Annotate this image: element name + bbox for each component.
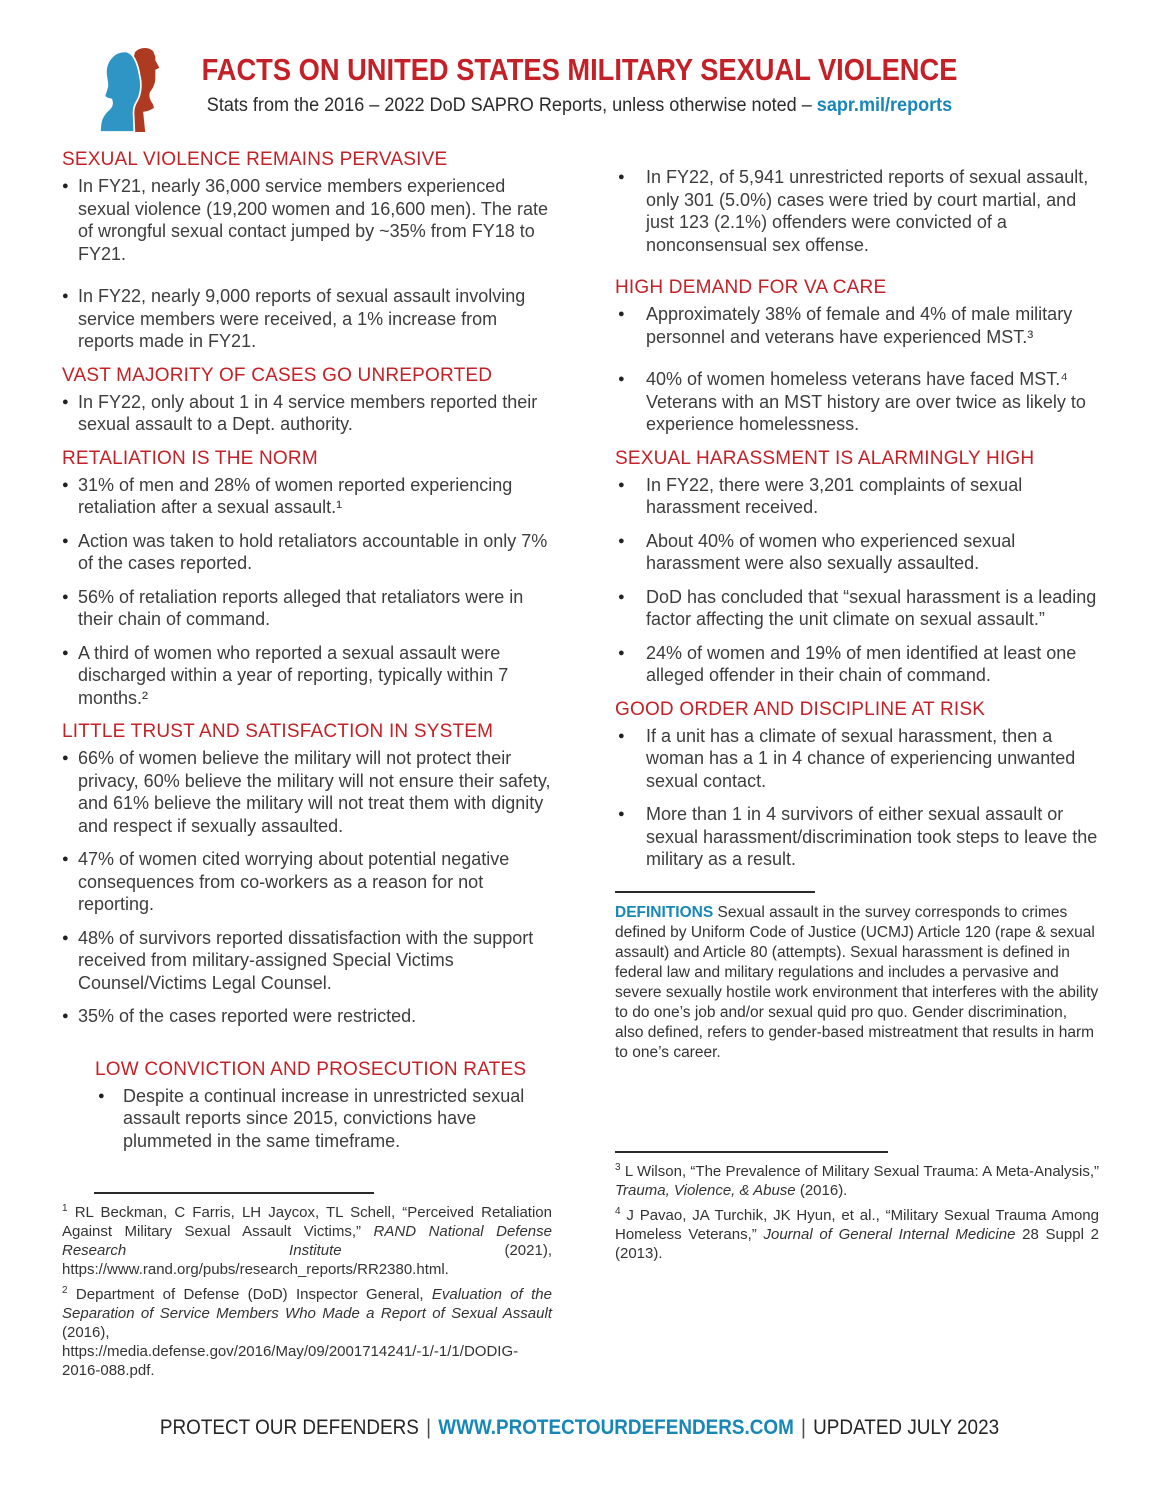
- footnote-3: [615, 1162, 1099, 1200]
- bullet-item: [62, 530, 552, 575]
- bullet-icon: ●: [62, 478, 69, 491]
- footnote-source: Evaluation of the Separation of Service Members Who Made a Report of Sexual Assault: [62, 1286, 552, 1322]
- bullet-icon: ●: [62, 752, 69, 764]
- bullet-icon: ●: [62, 931, 69, 944]
- sapr-reports-link[interactable]: sapr.mil/reports: [816, 95, 953, 116]
- bullet-item: [62, 391, 552, 436]
- bullet-text: 66% of women believe the military will not protect their privacy, 60% believe the military will not ensure their safety, and 61% believe the military will not treat them with dignity and respect if sexually assaulted.: [78, 748, 551, 836]
- footer-updated: UPDATED JULY 2023: [813, 1416, 1000, 1439]
- bullet-text: 56% of retaliation reports alleged that retaliators were in their chain of command.: [78, 586, 524, 629]
- footnote-rule: [94, 1192, 374, 1194]
- bullet-icon: ●: [618, 646, 625, 659]
- bullet-icon: ●: [618, 808, 625, 820]
- bullet-text: In FY22, of 5,941 unrestricted reports of sexual assault, only 301 (5.0%) cases were tried by court martial, and just 123 (2.1%) offenders were convicted of a nonconsensual sex offense.: [646, 167, 1089, 255]
- bullet-item: [615, 474, 1099, 519]
- footnote-text: L Wilson, “The Prevalence of Military Sexual Trauma: A Meta-Analysis,”: [620, 1162, 1099, 1180]
- bullet-icon: ●: [62, 395, 69, 408]
- section-low-conviction: [95, 1058, 552, 1153]
- footnote-text: J Pavao, JA Turchik, JK Hyun, et al., “Military Sexual Trauma Among Homeless Veterans,”: [615, 1206, 1099, 1243]
- footnote-text: RL Beckman, C Farris, LH Jaycox, TL Schell, “Perceived Retaliation Against Military Sexual Assault Victims,”: [62, 1204, 552, 1240]
- bullet-icon: ●: [62, 1010, 69, 1022]
- bullet-text: In FY22, nearly 9,000 reports of sexual assault involving service members were received, a 1% increase from reports made in FY21.: [78, 286, 526, 351]
- bullet-text: 40% of women homeless veterans have faced MST.⁴ Veterans with an MST history are over twice as likely to experience homelessness.: [646, 369, 1086, 434]
- footnote-text: (2016).: [795, 1181, 848, 1199]
- section-low-conviction-cont: [615, 166, 1099, 256]
- bullet-item: [95, 1085, 552, 1153]
- bullet-item: [615, 530, 1099, 575]
- masthead: [0, 52, 1159, 117]
- section-heading: RETALIATION IS THE NORM: [62, 447, 318, 469]
- bullet-text: If a unit has a climate of sexual harassment, then a woman has a 1 in 4 chance of experiencing unwanted sexual contact.: [646, 725, 1076, 791]
- section-heading: LITTLE TRUST AND SATISFACTION IN SYSTEM: [62, 721, 494, 742]
- bullet-item: [615, 586, 1099, 631]
- definitions-rule: [615, 891, 815, 893]
- page-subtitle: [29, 95, 1130, 117]
- pipe-separator: |: [426, 1416, 432, 1439]
- footnote-source: RAND National Defense Research Institute: [62, 1223, 552, 1259]
- section-va-care: [615, 276, 1099, 436]
- footnote-4: [615, 1206, 1099, 1263]
- footnote-source: Journal of General Internal Medicine: [763, 1225, 1016, 1243]
- left-footnotes: [62, 1192, 552, 1380]
- left-column: [62, 148, 552, 1386]
- footnote-text: (2021), https://www.rand.org/pubs/research_reports/RR2380.html.: [62, 1242, 552, 1278]
- section-good-order: [615, 698, 1099, 871]
- bullet-text: 35% of the cases reported were restricted.: [78, 1006, 417, 1026]
- footnote-marker: 3: [615, 1161, 621, 1173]
- bullet-icon: ●: [618, 478, 625, 491]
- bullet-item: [62, 586, 552, 631]
- bullet-text: Approximately 38% of female and 4% of male military personnel and veterans have experienced MST.³: [646, 304, 1073, 347]
- bullet-item: [62, 1005, 552, 1028]
- bullet-icon: ●: [618, 308, 625, 320]
- section-pervasive: [62, 148, 552, 353]
- bullet-icon: ●: [62, 290, 69, 302]
- bullet-item: [615, 303, 1099, 348]
- bullet-icon: ●: [62, 534, 69, 547]
- bullet-item: [62, 474, 552, 519]
- bullet-icon: ●: [62, 180, 69, 192]
- definitions-label: DEFINITIONS: [615, 903, 714, 921]
- section-harassment-high: [615, 447, 1099, 687]
- bullet-icon: ●: [618, 373, 625, 385]
- subtitle-text: Stats from the 2016 – 2022 DoD SAPRO Reports, unless otherwise noted –: [206, 95, 817, 116]
- section-heading: SEXUAL HARASSMENT IS ALARMINGLY HIGH: [615, 447, 1035, 469]
- bullet-item: [615, 166, 1099, 256]
- bullet-icon: ●: [98, 1089, 105, 1102]
- bullet-icon: ●: [62, 853, 69, 865]
- bullet-text: In FY21, nearly 36,000 service members experienced sexual violence (19,200 women and 16,600 men). The rate of wrongful sexual contact jumped by ~35% from FY18 to FY21.: [78, 176, 548, 264]
- footnote-rule: [615, 1151, 888, 1153]
- footnote-source: Trauma, Violence, & Abuse: [615, 1181, 796, 1199]
- section-heading: SEXUAL VIOLENCE REMAINS PERVASIVE: [62, 149, 448, 170]
- footer-url[interactable]: WWW.PROTECTOURDEFENDERS.COM: [438, 1416, 794, 1439]
- footnote-marker: 2: [62, 1285, 68, 1296]
- footer: [58, 1416, 1101, 1440]
- right-footnotes: [615, 1151, 1099, 1263]
- bullet-item: [615, 642, 1099, 687]
- bullet-text: In FY22, only about 1 in 4 service members reported their sexual assault to a Dept. authority.: [78, 391, 538, 434]
- bullet-icon: ●: [618, 171, 625, 183]
- bullet-item: [62, 285, 552, 353]
- bullet-icon: ●: [62, 646, 69, 659]
- bullet-icon: ●: [618, 534, 625, 547]
- footnote-marker: 4: [615, 1205, 621, 1217]
- bullet-text: Despite a continual increase in unrestricted sexual assault reports since 2015, convictions have plummeted in the same timeframe.: [123, 1085, 525, 1151]
- definitions-text: Sexual assault in the survey corresponds to crimes defined by Uniform Code of Justice (UCMJ) Article 120 (rape & sexual assault) and Article 80 (attempts). Sexual harassment is defined in federal law and military regulations and includes a pervasive and severe sexually hostile work environment that interferes with the ability to do one’s job and/or sexual quid pro quo. Gender discrimination, also defined, refers to gender-based mistreatment that results in harm to one’s career.: [615, 903, 1099, 1061]
- bullet-text: DoD has concluded that “sexual harassment is a leading factor affecting the unit climate on sexual assault.”: [646, 586, 1097, 629]
- bullet-icon: ●: [62, 590, 69, 603]
- pipe-separator: |: [801, 1416, 806, 1439]
- right-column: [615, 166, 1099, 1269]
- section-heading: HIGH DEMAND FOR VA CARE: [615, 277, 887, 298]
- bullet-item: [615, 368, 1099, 436]
- bullet-text: Action was taken to hold retaliators accountable in only 7% of the cases reported.: [78, 530, 548, 573]
- definitions-block: [615, 891, 1099, 1063]
- bullet-item: [615, 725, 1099, 793]
- section-unreported: [62, 364, 552, 436]
- section-heading: GOOD ORDER AND DISCIPLINE AT RISK: [615, 698, 986, 720]
- bullet-item: [62, 642, 552, 710]
- section-little-trust: [62, 720, 552, 1028]
- bullet-item: [62, 747, 552, 837]
- bullet-text: 47% of women cited worrying about potential negative consequences from co-workers as a reason for not reporting.: [78, 849, 510, 914]
- footnote-marker: 1: [62, 1203, 68, 1214]
- bullet-item: [615, 803, 1099, 871]
- bullet-text: In FY22, there were 3,201 complaints of sexual harassment received.: [646, 474, 1023, 517]
- footnote-2: [62, 1285, 552, 1380]
- footnote-1: [62, 1203, 552, 1279]
- bullet-icon: ●: [618, 590, 625, 603]
- bullet-text: A third of women who reported a sexual assault were discharged within a year of reporting, typically within 7 months.²: [78, 642, 509, 708]
- bullet-item: [62, 848, 552, 916]
- section-heading: VAST MAJORITY OF CASES GO UNREPORTED: [62, 364, 493, 386]
- footnote-text: 28 Suppl 2 (2013).: [615, 1225, 1099, 1262]
- footnote-text: (2016), https://media.defense.gov/2016/May/09/2001714241/-1/-1/1/DODIG-2016-088.pdf.: [62, 1324, 519, 1379]
- bullet-item: [62, 927, 552, 995]
- bullet-text: More than 1 in 4 survivors of either sexual assault or sexual harassment/discrimination took steps to leave the military as a result.: [646, 804, 1098, 869]
- section-retaliation: [62, 447, 552, 710]
- bullet-text: 24% of women and 19% of men identified at least one alleged offender in their chain of command.: [646, 642, 1077, 685]
- bullet-icon: ●: [618, 729, 625, 742]
- footnote-text: Department of Defense (DoD) Inspector General,: [67, 1286, 432, 1303]
- bullet-text: 31% of men and 28% of women reported experiencing retaliation after a sexual assault.¹: [78, 474, 513, 517]
- section-heading: LOW CONVICTION AND PROSECUTION RATES: [95, 1058, 527, 1080]
- footer-org: PROTECT OUR DEFENDERS: [159, 1416, 419, 1439]
- bullet-text: 48% of survivors reported dissatisfaction with the support received from military-assigned Special Victims Counsel/Victims Legal Counsel.: [78, 927, 534, 993]
- bullet-item: [62, 175, 552, 265]
- bullet-text: About 40% of women who experienced sexual harassment were also sexually assaulted.: [646, 530, 1016, 573]
- definitions-paragraph: [615, 903, 1099, 1063]
- page-title: FACTS ON UNITED STATES MILITARY SEXUAL VIOLENCE: [201, 52, 958, 87]
